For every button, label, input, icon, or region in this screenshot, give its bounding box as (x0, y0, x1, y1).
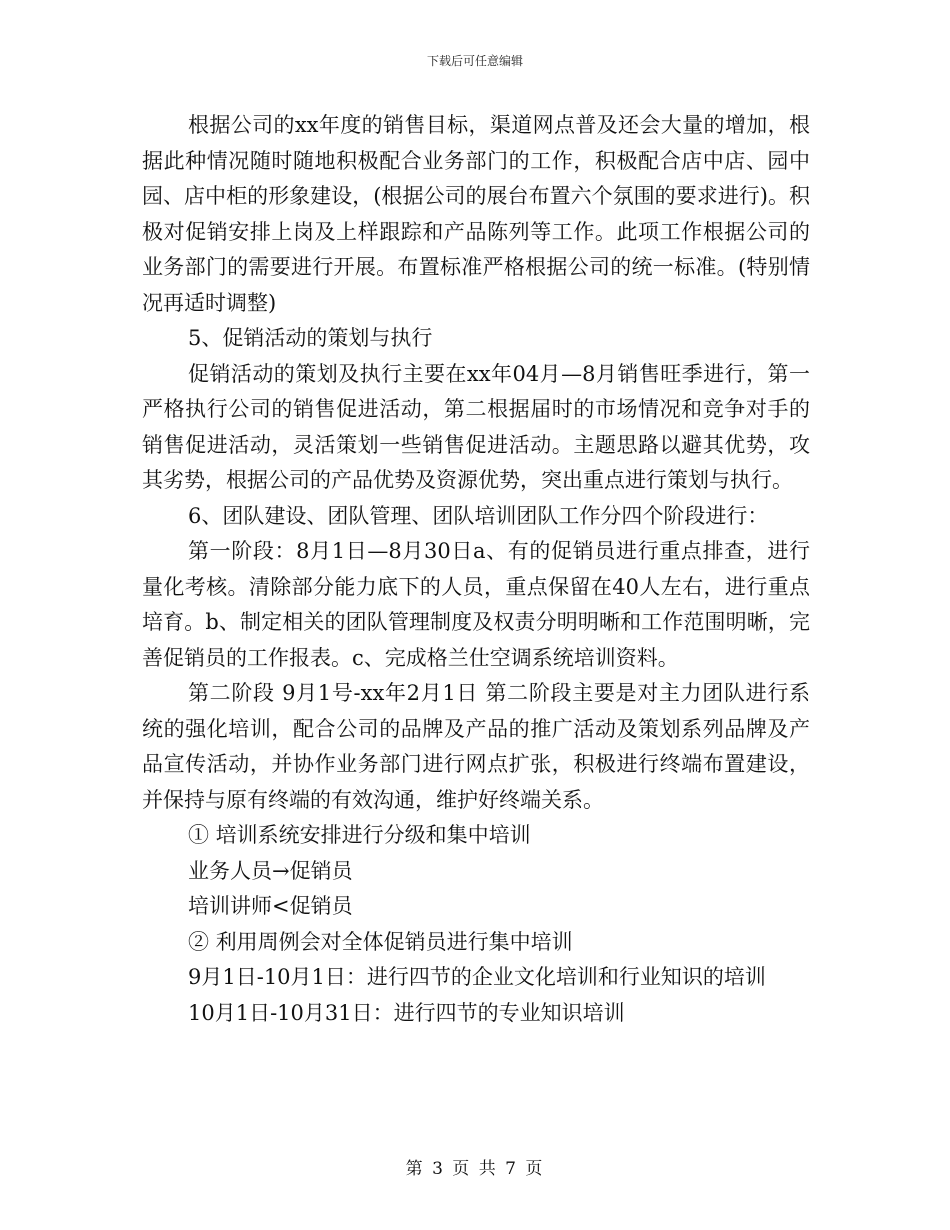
list-item-sept-training: 9月1日-10月1日：进行四节的企业文化培训和行业知识的培训 (188, 965, 766, 989)
list-item-oct-training: 10月1日-10月31日：进行四节的专业知识培训 (188, 1000, 625, 1025)
list-item-training-system: ① 培训系统安排进行分级和集中培训 (188, 823, 531, 847)
list-item-trainer-promoter: 培训讲师<促销员 (188, 894, 353, 918)
page-number: 第 3 页 共 7 页 (405, 1159, 545, 1179)
paragraph-channel-support: 根据公司的xx年度的销售目标，渠道网点普及还会大量的增加，根据此种情况随时随地积极配合业务部门的工作，积极配合店中店、园中园、店中柜的形象建设，(根据公司的展台布置六个氛围的要求进行)。积极对促销安排上岗及上样跟踪和产品陈列等工作。此项工作根据公司的业务部门的需要进行开展。布置标准严格根据公司的统一标准。(特别情况再适时调整) (142, 113, 810, 315)
page-header: 下载后可任意编辑 (426, 54, 523, 68)
paragraph-phase-one: 第一阶段：8月1日—8月30日a、有的促销员进行重点排查，进行量化考核。清除部分能力底下的人员，重点保留在40人左右，进行重点培育。b、制定相关的团队管理制度及权责分明明晰和工作范围明晰，完善促销员的工作报表。c、完成格兰仕空调系统培训资料。 (142, 539, 810, 670)
list-item-weekly-meeting: ② 利用周例会对全体促销员进行集中培训 (188, 929, 573, 954)
list-item-sales-to-promoter: 业务人员→促销员 (188, 858, 353, 883)
section-heading-team: 6、团队建设、团队管理、团队培训团队工作分四个阶段进行： (188, 503, 769, 528)
paragraph-phase-two: 第二阶段 9月1号-xx年2月1日 第二阶段主要是对主力团队进行系统的强化培训，配合公司的品牌及产品的推广活动及策划系列品牌及产品宣传活动，并协作业务部门进行网点扩张，积极进行终端布置建设，并保持与原有终端的有效沟通，维护好终端关系。 (142, 681, 810, 812)
section-heading-promotion: 5、促销活动的策划与执行 (188, 326, 433, 350)
paragraph-promotion-planning: 促销活动的策划及执行主要在xx年04月—8月销售旺季进行，第一严格执行公司的销售促进活动，第二根据届时的市场情况和竞争对手的销售促进活动，灵活策划一些销售促进活动。主题思路以避其优势，攻其劣势，根据公司的产品优势及资源优势，突出重点进行策划与执行。 (142, 361, 810, 492)
document-body (142, 108, 810, 1031)
